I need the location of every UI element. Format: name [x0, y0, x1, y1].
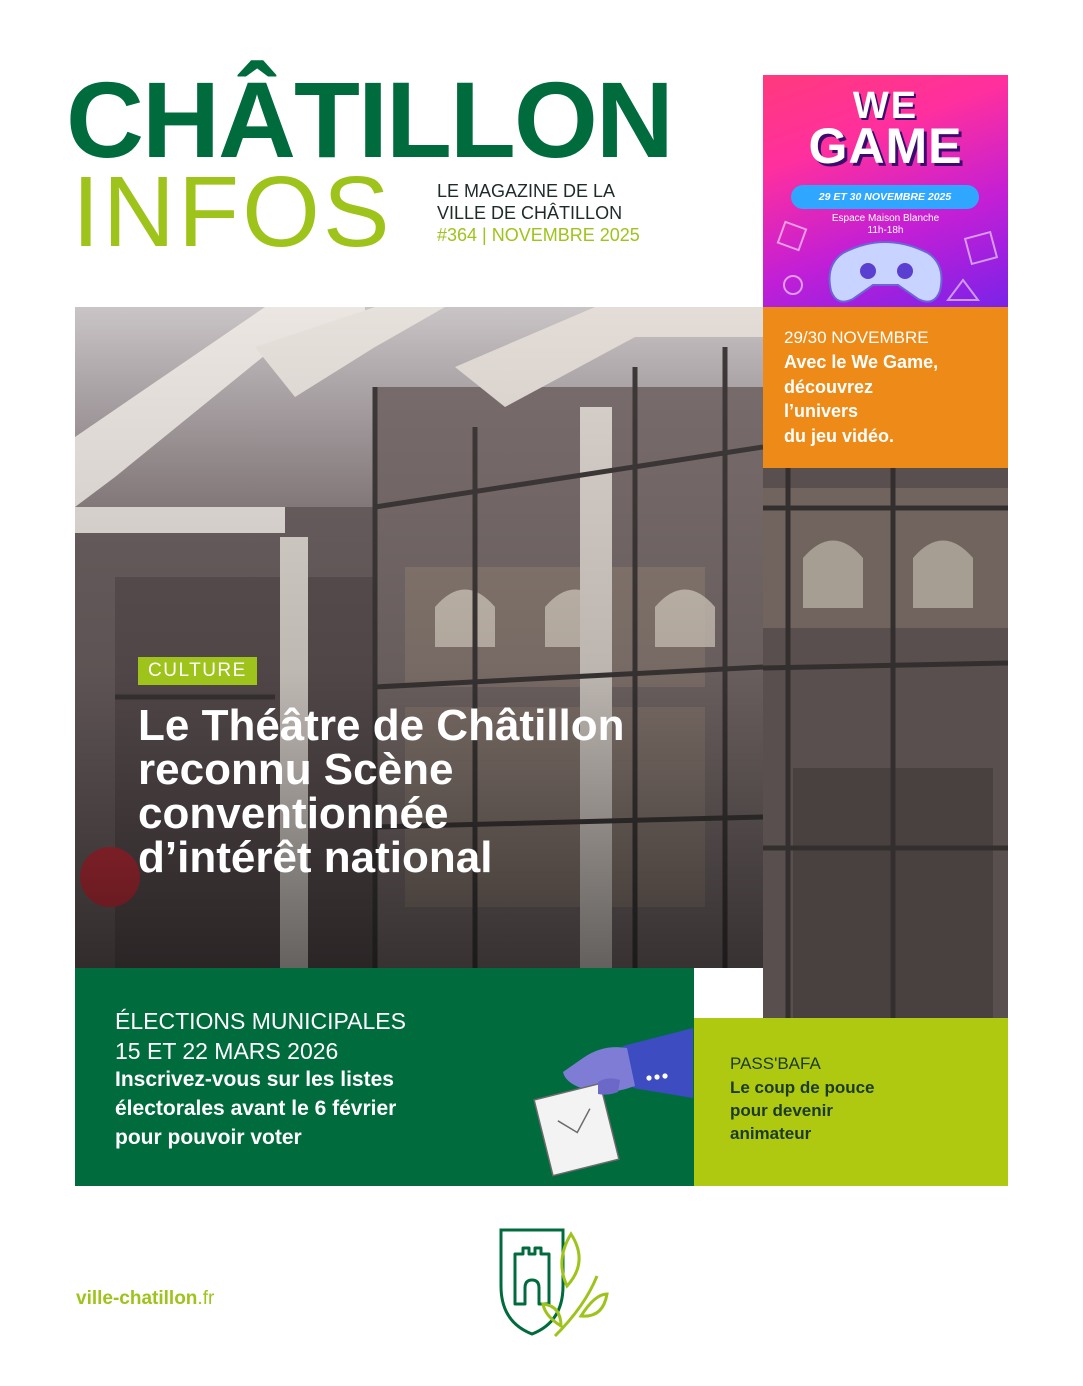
poster-venue [763, 213, 1008, 237]
website-name: ville-chatillon [76, 1288, 198, 1309]
bafa-text-line-2: pour devenir [730, 1101, 833, 1120]
bafa-title: PASS'BAFA [730, 1054, 821, 1073]
poster-venue-line-1: Espace Maison Blanche [831, 213, 940, 224]
elections-box [75, 968, 694, 1186]
bafa-text-line-3: animateur [730, 1124, 812, 1143]
elections-title: ÉLECTIONS MUNICIPALES [115, 1008, 406, 1034]
gamepad-icon [830, 242, 942, 302]
tagline [437, 180, 640, 246]
cover-headline-line-4: d’intérêt national [138, 833, 493, 882]
pass-bafa-box [694, 1018, 1008, 1186]
tagline-line-1: LE MAGAZINE DE LA [437, 181, 616, 201]
promo-headline-line-2: découvrez [784, 376, 874, 397]
elections-text-line-3: pour pouvoir voter [115, 1126, 302, 1149]
tagline-line-2: VILLE DE CHÂTILLON [437, 203, 623, 223]
website-tld: .fr [197, 1288, 215, 1309]
we-game-promo [763, 307, 1008, 468]
cover-headline-line-3: conventionnée [138, 789, 449, 838]
magazine-title: CHÂTILLON [66, 59, 672, 180]
ballot-hand-icon [523, 1028, 693, 1178]
promo-headline-line-1: Avec le We Game, [784, 352, 939, 372]
elections-text [115, 1065, 475, 1152]
elections-text-line-2: électorales avant le 6 février [115, 1097, 397, 1120]
website-link[interactable] [76, 1288, 214, 1310]
elections-text-line-1: Inscrivez-vous sur les listes [115, 1068, 394, 1091]
magazine-subtitle: INFOS [72, 156, 393, 268]
poster-venue-line-2: 11h-18h [867, 225, 904, 236]
we-game-poster [763, 75, 1008, 307]
cover-headline-line-1: Le Théâtre de Châtillon [138, 701, 625, 750]
promo-headline [784, 350, 1008, 448]
category-tag: CULTURE [138, 657, 257, 685]
promo-headline-line-3: l’univers [784, 401, 859, 421]
promo-headline-line-4: du jeu vidéo. [784, 425, 895, 446]
cover-headline-line-2: reconnu Scène [138, 745, 454, 794]
poster-title-game: GAME [808, 118, 963, 174]
elections-date: 15 ET 22 MARS 2026 [115, 1038, 339, 1064]
bafa-text-line-1: Le coup de pouce [730, 1078, 875, 1097]
poster-dates: 29 ET 30 NOVEMBRE 2025 [791, 185, 979, 209]
theatre-photo-right [763, 468, 1008, 1018]
cover-headline [138, 701, 788, 882]
poster-title-we: WE [852, 85, 919, 127]
bafa-text [730, 1076, 930, 1145]
chatillon-crest-logo [497, 1226, 609, 1342]
promo-date: 29/30 NOVEMBRE [784, 328, 929, 347]
issue-number: #364 | NOVEMBRE 2025 [437, 225, 640, 245]
